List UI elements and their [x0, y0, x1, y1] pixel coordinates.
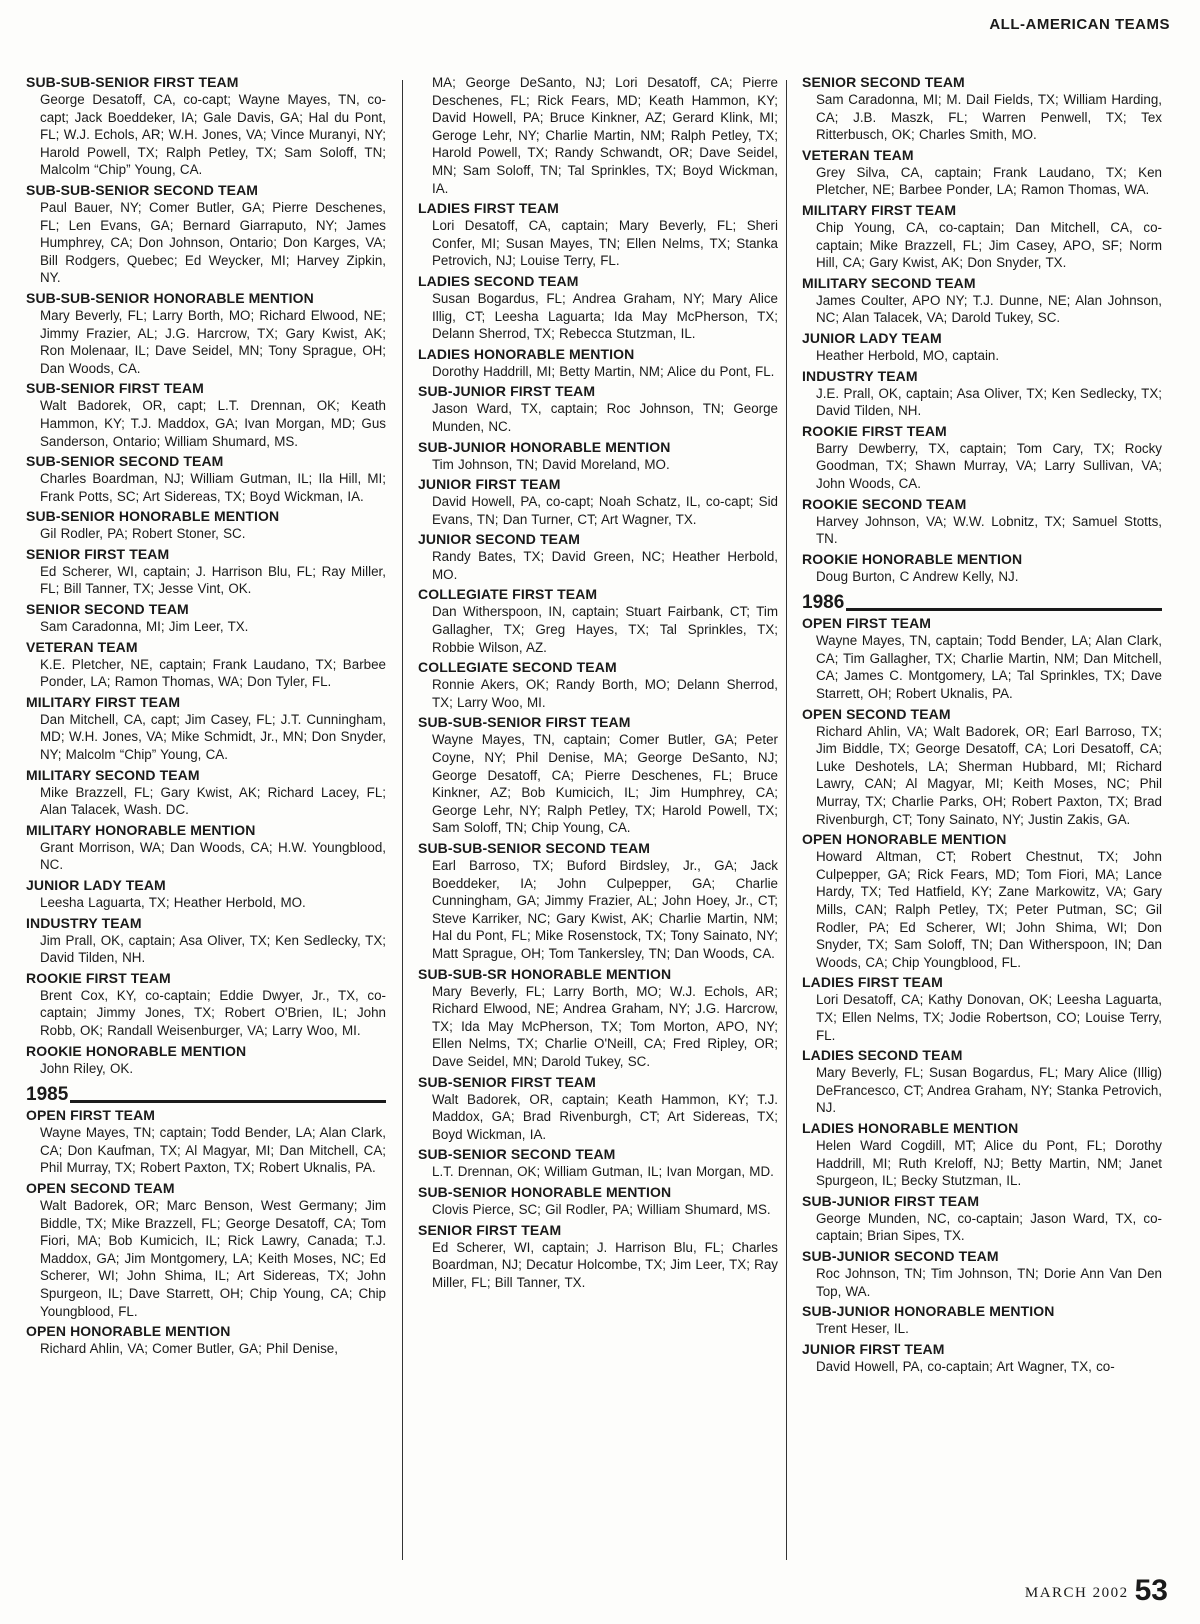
team-roster: L.T. Drennan, OK; William Gutman, IL; Ivan Morgan, MD. — [432, 1164, 774, 1180]
team-heading: LADIES SECOND TEAM — [418, 272, 579, 289]
team-section-sub-sub-senior-first-team — [26, 74, 386, 179]
team-heading: INDUSTRY TEAM — [26, 914, 142, 931]
team-heading: SUB-SENIOR SECOND TEAM — [418, 1146, 616, 1163]
issue-date: MARCH 2002 — [1024, 1585, 1129, 1601]
team-section-veteran-team — [802, 147, 1162, 199]
team-heading: LADIES FIRST TEAM — [802, 974, 943, 991]
team-roster: Jim Prall, OK, captain; Asa Oliver, TX; Ken Sedlecky, TX; David Tilden, NH. — [40, 932, 386, 966]
team-section-sub-senior-second-team — [418, 1146, 778, 1181]
team-section-open-honorable-mention — [802, 831, 1162, 971]
year-label: 1985 — [26, 1084, 69, 1106]
team-section-senior-first-team — [26, 546, 386, 598]
team-section-sub-senior-honorable-mention — [26, 508, 386, 543]
team-heading: SUB-JUNIOR FIRST TEAM — [802, 1192, 980, 1209]
team-section-ladies-honorable-mention — [802, 1120, 1162, 1190]
team-roster: Randy Bates, TX; David Green, NC; Heather Herbold, MO. — [432, 549, 778, 582]
team-heading: SUB-JUNIOR SECOND TEAM — [802, 1247, 999, 1264]
page-columns — [26, 74, 1176, 1574]
team-roster: Charles Boardman, NJ; William Gutman, IL; Ila Hill, MI; Frank Potts, SC; Art Sidereas, TX; Boyd Wickman, IA. — [40, 471, 386, 504]
team-section-sub-junior-honorable-mention — [802, 1303, 1162, 1338]
team-roster: George Munden, NC, co-captain; Jason Ward, TX, co-captain; Brian Sipes, TX. — [816, 1210, 1162, 1244]
team-section-military-first-team — [26, 694, 386, 764]
team-roster: Tim Johnson, TN; David Moreland, MO. — [432, 456, 670, 472]
team-heading: JUNIOR LADY TEAM — [802, 329, 942, 346]
year-label: 1986 — [802, 592, 845, 614]
column-rule — [402, 80, 403, 1560]
team-heading: SUB-SUB-SENIOR FIRST TEAM — [418, 714, 631, 731]
team-roster: Heather Herbold, MO, captain. — [816, 347, 1000, 363]
team-section-sub-senior-first-team — [26, 380, 386, 450]
team-roster: Sam Caradonna, MI; Jim Leer, TX. — [40, 619, 249, 635]
team-roster: Ed Scherer, WI, captain; J. Harrison Blu, FL; Ray Miller, FL; Bill Tanner, TX; Jesse Vint, OK. — [40, 563, 386, 597]
year-rule — [70, 1100, 386, 1103]
team-roster: Dan Mitchell, CA, capt; Jim Casey, FL; J.T. Cunningham, MD; W.H. Jones, VA; Mike Schmidt, Jr., MN; Don Snyder, NY; Malcolm “Chip” Young, CA. — [40, 711, 386, 763]
team-section-sub-junior-second-team — [802, 1248, 1162, 1300]
team-roster: Mike Brazzell, FL; Gary Kwist, AK; Richard Lacey, FL; Alan Talacek, Wash. DC. — [40, 784, 386, 818]
team-roster: Clovis Pierce, SC; Gil Rodler, PA; William Shumard, MS. — [432, 1201, 771, 1217]
team-heading: MILITARY FIRST TEAM — [802, 201, 957, 218]
team-heading: SENIOR SECOND TEAM — [26, 601, 189, 618]
team-heading: MILITARY SECOND TEAM — [802, 274, 976, 291]
team-roster: Dan Witherspoon, IN, captain; Stuart Fairbank, CT; Tim Gallagher, TX; Greg Hayes, TX; Tal Sprinkles, TX; Robbie Wilson, AZ. — [432, 604, 778, 655]
team-roster: Walt Badorek, OR; Marc Benson, West Germany; Jim Biddle, TX; Mike Brazzell, FL; George Desatoff, CA; Tom Fiori, MA; Bob Kumicich, IL; Rick Lawry, Canada; T.J. Maddox, GA; Jim Montgomery, LA; Keith Moses, NC; Ed Scherer, WI; John Shima, IL; Art Sidereas, TX; John Spurgeon, IL; Dave Starrett, OH; Chip Young, CA; Chip Youngblood, FL. — [40, 1197, 386, 1319]
team-roster: Wayne Mayes, TN; captain; Todd Bender, LA; Alan Clark, CA; Don Kaufman, TX; Al Magyar, MI; Dan Mitchell, CA; Phil Murray, TX; Robert Paxton, TX; Robert Uknalis, PA. — [40, 1125, 386, 1176]
team-section-veteran-team — [26, 639, 386, 691]
team-section-junior-second-team — [418, 531, 778, 583]
team-section-junior-first-team — [802, 1341, 1162, 1376]
team-heading: LADIES HONORABLE MENTION — [418, 345, 635, 362]
team-heading: MILITARY FIRST TEAM — [26, 693, 181, 710]
team-heading: OPEN FIRST TEAM — [26, 1107, 156, 1124]
team-section-rookie-first-team — [802, 423, 1162, 493]
team-heading: OPEN FIRST TEAM — [802, 615, 932, 632]
team-section-senior-first-team — [418, 1222, 778, 1292]
team-roster: Howard Altman, CT; Robert Chestnut, TX; John Culpepper, GA; Rick Fears, MD; Tom Fiori, MA; Lance Hardy, TX; Ted Hatfield, KY; Zane Markowitz, VA; Gary Mills, CAN; Ralph Petley, TX; Peter Putman, SC; Gil Rodler, PA; Ed Scherer, WI; John Shima, WI; Don Snyder, TX; Sam Soloff, TN; Dan Witherspoon, IN; Dan Woods, CA; Chip Youngblood, FL. — [816, 849, 1162, 970]
team-heading: SUB-SENIOR SECOND TEAM — [26, 453, 224, 470]
team-roster: K.E. Pletcher, NE, captain; Frank Laudano, TX; Barbee Ponder, LA; Ramon Thomas, WA; Don Tyler, FL. — [40, 656, 386, 690]
team-heading: SENIOR FIRST TEAM — [26, 545, 170, 562]
team-roster: Paul Bauer, NY; Comer Butler, GA; Pierre Deschenes, FL; Len Evans, GA; Bernard Giarraputo, NY; James Humphrey, CA; Don Johnson, Ontario; Don Karges, VA; Bill Rodgers, Quebec; Ed Weycker, MI; Harvey Zipkin, NY. — [40, 199, 386, 286]
team-heading: SUB-SENIOR HONORABLE MENTION — [26, 508, 280, 525]
team-roster: Wayne Mayes, TN, captain; Comer Butler, GA; Peter Coyne, NY; Phil Denise, MA; George DeSanto, NJ; George Desatoff, CA; Pierre Deschenes, FL; Bruce Kinkner, AZ; Bob Kumicich, IL; Jim Humphrey, CA; George Lehr, NY; Ralph Petley, TX; Harold Powell, TX; Sam Soloff, TN; Chip Young, CA. — [432, 732, 778, 836]
team-heading: ROOKIE HONORABLE MENTION — [26, 1042, 247, 1059]
team-roster: Doug Burton, C Andrew Kelly, NJ. — [816, 568, 1019, 584]
team-roster: J.E. Prall, OK, captain; Asa Oliver, TX; Ken Sedlecky, TX; David Tilden, NH. — [816, 385, 1162, 419]
team-heading: SUB-SUB-SENIOR FIRST TEAM — [26, 74, 239, 90]
team-roster: Chip Young, CA, co-captain; Dan Mitchell, CA, co-captain; Mike Brazzell, FL; Jim Casey, APO, SF; Norm Hill, CA; Gary Kwist, AK; Don Snyder, TX. — [816, 219, 1162, 271]
team-roster: Brent Cox, KY, co-captain; Eddie Dwyer, Jr., TX, co-captain; Jimmy Jones, TX; Robert O'Brien, IL; John Robb, OK; Randall Weisenburger, VA; Larry Woo, MI. — [40, 987, 386, 1038]
team-roster: Grey Silva, CA, captain; Frank Laudano, TX; Ken Pletcher, NE; Barbee Ponder, LA; Ramon Thomas, WA. — [816, 164, 1162, 198]
team-roster: Grant Morrison, WA; Dan Woods, CA; H.W. Youngblood, NC. — [40, 839, 386, 873]
year-rule — [846, 608, 1162, 611]
team-section-sub-sub-senior-first-team — [418, 714, 778, 837]
team-section-sub-sub-senior-honorable-mention — [26, 290, 386, 377]
page-number: 53 — [1134, 1574, 1168, 1607]
team-section-junior-lady-team — [26, 877, 386, 912]
year-heading — [802, 593, 1162, 613]
team-heading: COLLEGIATE FIRST TEAM — [418, 586, 598, 603]
team-heading: LADIES FIRST TEAM — [418, 200, 559, 217]
team-roster: Trent Heser, IL. — [816, 1321, 909, 1337]
team-section-sub-senior-first-team — [418, 1074, 778, 1144]
team-section-sub-sub-senior-second-team — [26, 182, 386, 287]
column-rule — [786, 80, 787, 1560]
team-heading: SUB-SENIOR FIRST TEAM — [418, 1073, 596, 1090]
team-roster: Dorothy Haddrill, MI; Betty Martin, NM; Alice du Pont, FL. — [432, 363, 775, 379]
team-heading: SUB-JUNIOR HONORABLE MENTION — [418, 438, 671, 455]
team-heading: ROOKIE SECOND TEAM — [802, 495, 967, 512]
team-heading: SENIOR SECOND TEAM — [802, 74, 965, 90]
team-heading: SUB-SUB-SENIOR SECOND TEAM — [26, 181, 259, 198]
team-section-industry-team — [802, 368, 1162, 420]
team-roster: Gil Rodler, PA; Robert Stoner, SC. — [40, 526, 246, 542]
team-heading: MILITARY SECOND TEAM — [26, 766, 200, 783]
column-1 — [26, 74, 386, 1361]
team-section-sub-senior-second-team — [26, 453, 386, 505]
team-heading: JUNIOR FIRST TEAM — [802, 1340, 945, 1357]
team-section-junior-lady-team — [802, 330, 1162, 365]
team-roster: Helen Ward Cogdill, MT; Alice du Pont, FL; Dorothy Haddrill, MI; Ruth Kreloff, NJ; Betty Martin, NM; Janet Spurgeon, IL; Becky Stutzman, IL. — [816, 1137, 1162, 1189]
team-section-open-second-team — [802, 706, 1162, 829]
team-heading: SUB-SENIOR FIRST TEAM — [26, 380, 204, 397]
team-section-sub-junior-honorable-mention — [418, 439, 778, 474]
team-roster: Ronnie Akers, OK; Randy Borth, MO; Delann Sherrod, TX; Larry Woo, MI. — [432, 677, 778, 710]
team-heading: LADIES SECOND TEAM — [802, 1047, 963, 1064]
team-heading: OPEN HONORABLE MENTION — [26, 1323, 231, 1340]
team-heading: VETERAN TEAM — [802, 146, 914, 163]
team-roster: Richard Ahlin, VA; Comer Butler, GA; Phil Denise, — [40, 1341, 338, 1357]
team-heading: COLLEGIATE SECOND TEAM — [418, 659, 617, 676]
team-section-open-first-team — [802, 615, 1162, 702]
page-footer — [1025, 1576, 1168, 1606]
team-heading: VETERAN TEAM — [26, 638, 138, 655]
team-heading: JUNIOR FIRST TEAM — [418, 476, 561, 493]
team-heading: JUNIOR SECOND TEAM — [418, 531, 581, 548]
team-heading: SUB-SUB-SENIOR SECOND TEAM — [418, 840, 651, 856]
team-roster: George Desatoff, CA, co-capt; Wayne Mayes, TN, co-capt; Jack Boeddeker, IA; Gale Davis, GA; Hal du Pont, FL; W.J. Echols, AR; W.H. Jones, VA; Vince Muranyi, NY; Harold Powell, TX; Ralph Petley, TX; Sam Soloff, TN; Malcolm “Chip” Young, CA. — [40, 92, 386, 178]
team-section-junior-first-team — [418, 476, 778, 528]
team-section-ladies-second-team — [802, 1047, 1162, 1117]
team-heading: ROOKIE HONORABLE MENTION — [802, 550, 1023, 567]
team-roster: John Riley, OK. — [40, 1060, 134, 1076]
year-heading — [26, 1085, 386, 1105]
team-section-military-first-team — [802, 202, 1162, 272]
running-head: ALL-AMERICAN TEAMS — [989, 16, 1170, 33]
continued-roster — [418, 74, 778, 197]
team-heading: ROOKIE FIRST TEAM — [26, 969, 171, 986]
team-section-military-honorable-mention — [26, 822, 386, 874]
team-roster: Susan Bogardus, FL; Andrea Graham, NY; Mary Alice Illig, CT; Leesha Laguarta; Ida May McPherson, TX; Delann Sherrod, TX; Rebecca Stutzman, IL. — [432, 290, 778, 342]
team-roster: David Howell, PA, co-capt; Noah Schatz, IL, co-capt; Sid Evans, TN; Dan Turner, CT; Art Wagner, TX. — [432, 494, 778, 527]
team-section-military-second-team — [26, 767, 386, 819]
team-roster: Ed Scherer, WI, captain; J. Harrison Blu, FL; Charles Boardman, NJ; Decatur Holcombe, TX; Jim Leer, TX; Ray Miller, FL; Bill Tanner, TX. — [432, 1239, 778, 1290]
team-heading: SUB-SENIOR HONORABLE MENTION — [418, 1183, 672, 1200]
team-section-open-honorable-mention — [26, 1323, 386, 1358]
team-section-open-first-team — [26, 1107, 386, 1177]
team-roster: James Coulter, APO NY; T.J. Dunne, NE; Alan Johnson, NC; Alan Talacek, VA; Darold Tukey, SC. — [816, 292, 1162, 326]
team-section-sub-senior-honorable-mention — [418, 1184, 778, 1219]
team-roster: MA; George DeSanto, NJ; Lori Desatoff, CA; Pierre Deschenes, FL; Rick Fears, MD; Keath Hammon, KY; David Howell, PA; Bruce Kinkner, AZ; Gerard Klink, MI; Geroge Lehr, NY; Charlie Martin, NM; Ralph Petley, TX; Harold Powell, TX; Randy Schwandt, OR; Dave Seidel, MN; Sam Soloff, TN; Tal Sprinkles, TX; Boyd Wickman, IA. — [432, 75, 778, 196]
team-section-military-second-team — [802, 275, 1162, 327]
team-section-ladies-second-team — [418, 273, 778, 343]
team-heading: OPEN HONORABLE MENTION — [802, 831, 1007, 848]
team-section-rookie-first-team — [26, 970, 386, 1040]
team-section-ladies-first-team — [802, 974, 1162, 1044]
team-section-sub-sub-senior-second-team — [418, 840, 778, 963]
team-heading: JUNIOR LADY TEAM — [26, 877, 166, 893]
team-roster: Wayne Mayes, TN, captain; Todd Bender, LA; Alan Clark, CA; Tim Gallagher, TX; Charlie Martin, NM; Dan Mitchell, CA; James C. Montgomery, LA; Tal Sprinkles, TX; Dave Starrett, OH; Robert Uknalis, PA. — [816, 633, 1162, 702]
team-section-sub-junior-first-team — [802, 1193, 1162, 1245]
team-roster: Walt Badorek, OR, capt; L.T. Drennan, OK; Keath Hammon, KY; T.J. Maddox, GA; Ivan Morgan, MD; Gus Sanderson, Ontario; William Shumard, MS. — [40, 398, 386, 449]
team-roster: Roc Johnson, TN; Tim Johnson, TN; Dorie Ann Van Den Top, WA. — [816, 1265, 1162, 1299]
team-heading: LADIES HONORABLE MENTION — [802, 1119, 1019, 1136]
team-section-ladies-honorable-mention — [418, 346, 778, 381]
team-heading: SENIOR FIRST TEAM — [418, 1221, 562, 1238]
team-section-ladies-first-team — [418, 200, 778, 270]
team-section-open-second-team — [26, 1180, 386, 1320]
team-roster: Lori Desatoff, CA; Kathy Donovan, OK; Leesha Laguarta, TX; Ellen Nelms, TX; Jodie Robertson, CO; Louise Terry, FL. — [816, 992, 1162, 1043]
team-roster: Mary Beverly, FL; Larry Borth, MO; Richard Elwood, NE; Jimmy Frazier, AL; J.G. Harcrow, TX; Gary Kwist, AK; Ron Molenaar, IL; Dave Seidel, MN; Tony Sprague, OH; Dan Woods, CA. — [40, 307, 386, 376]
team-roster: Lori Desatoff, CA, captain; Mary Beverly, FL; Sheri Confer, MI; Susan Mayes, TN; Ellen Nelms, TX; Stanka Petrovich, NJ; Louise Terry, FL. — [432, 218, 778, 269]
team-heading: INDUSTRY TEAM — [802, 367, 918, 384]
team-section-sub-sub-sr-honorable-mention — [418, 966, 778, 1071]
team-section-industry-team — [26, 915, 386, 967]
team-roster: Barry Dewberry, TX, captain; Tom Cary, TX; Rocky Goodman, TX; Shawn Murray, VA; Larry Sullivan, VA; John Woods, CA. — [816, 440, 1162, 491]
team-roster: Leesha Laguarta, TX; Heather Herbold, MO. — [40, 895, 306, 910]
team-roster: Mary Beverly, FL; Susan Bogardus, FL; Mary Alice (Illig) DeFrancesco, CT; Andrea Graham, NY; Stanka Petrovich, NJ. — [816, 1065, 1162, 1116]
team-roster: Harvey Johnson, VA; W.W. Lobnitz, TX; Samuel Stotts, TN. — [816, 513, 1162, 547]
team-roster: Walt Badorek, OR, captain; Keath Hammon, KY; T.J. Maddox, GA; Brad Rivenburgh, CT; Art Sidereas, TX; Boyd Wickman, IA. — [432, 1091, 778, 1142]
team-heading: SUB-SUB-SR HONORABLE MENTION — [418, 965, 672, 982]
column-2 — [418, 74, 778, 1294]
team-heading: MILITARY HONORABLE MENTION — [26, 821, 256, 838]
team-heading: SUB-JUNIOR FIRST TEAM — [418, 383, 596, 400]
team-roster: Jason Ward, TX, captain; Roc Johnson, TN; George Munden, NC. — [432, 401, 778, 434]
team-heading: OPEN SECOND TEAM — [26, 1179, 175, 1196]
team-section-rookie-honorable-mention — [802, 551, 1162, 586]
team-section-sub-junior-first-team — [418, 383, 778, 435]
team-heading: ROOKIE FIRST TEAM — [802, 422, 947, 439]
team-roster: Earl Barroso, TX; Buford Birdsley, Jr., GA; Jack Boeddeker, IA; John Culpepper, GA; Charlie Cunningham, GA; Jimmy Frazier, AL; John Hoey, Jr., CT; Steve Karriker, NC; Gary Kwist, AK; Charlie Martin, NM; Hal du Pont, FL; Mike Rosenstock, TX; Tony Sainato, NY; Matt Sprague, OH; Tom Tankersley, TN; Dan Woods, CA. — [432, 858, 778, 961]
team-roster: Richard Ahlin, VA; Walt Badorek, OR; Earl Barroso, TX; Jim Biddle, TX; George Desatoff, CA; Lori Desatoff, CA; Luke Deshotels, LA; Sherman Hubbard, MI; Richard Lawry, CAN; Al Magyar, MI; Keith Moses, NC; Phil Murray, TX; Charlie Parks, OH; Robert Paxton, TX; Brad Rivenburgh, CT; Tony Sainato, NY; Justin Zakis, GA. — [816, 723, 1162, 827]
team-heading: OPEN SECOND TEAM — [802, 705, 951, 722]
team-roster: Mary Beverly, FL; Larry Borth, MO; W.J. Echols, AR; Richard Elwood, NE; Andrea Graham, NY; J.G. Harcrow, TX; Ida May McPherson, TX; Tom Morton, APO, NY; Ellen Nelms, TX; Charlie O'Neill, CA; Fred Ripley, OR; Dave Seidel, MN; Darold Tukey, SC. — [432, 983, 778, 1069]
team-section-collegiate-second-team — [418, 659, 778, 711]
team-heading: SUB-JUNIOR HONORABLE MENTION — [802, 1303, 1055, 1320]
team-roster: Sam Caradonna, MI; M. Dail Fields, TX; William Harding, CA; J.B. Maszk, FL; Warren Penwell, TX; Tex Ritterbusch, OK; Charles Smith, MO. — [816, 92, 1162, 143]
team-section-collegiate-first-team — [418, 586, 778, 656]
team-section-rookie-honorable-mention — [26, 1043, 386, 1078]
team-section-senior-second-team — [26, 601, 386, 636]
team-heading: SUB-SUB-SENIOR HONORABLE MENTION — [26, 289, 314, 306]
team-section-rookie-second-team — [802, 496, 1162, 548]
team-section-senior-second-team — [802, 74, 1162, 144]
column-3 — [802, 74, 1162, 1378]
team-roster: David Howell, PA, co-captain; Art Wagner, TX, co- — [816, 1358, 1115, 1374]
